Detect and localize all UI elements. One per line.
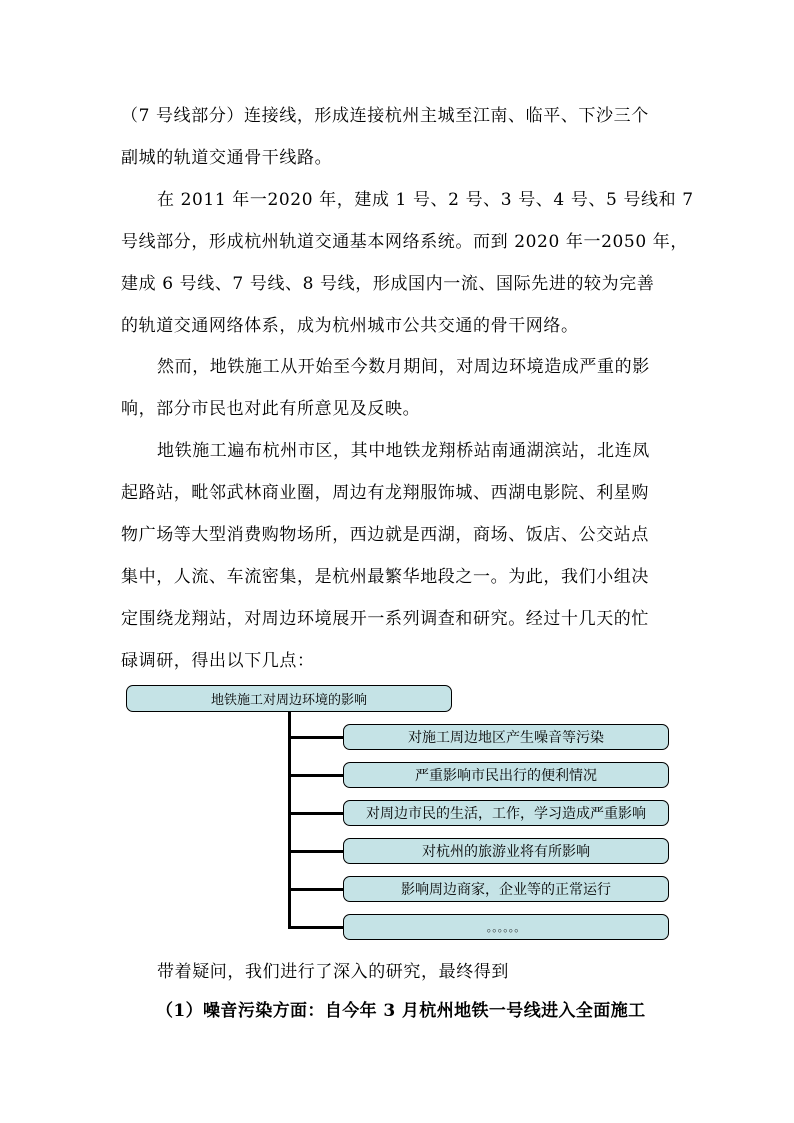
text-line: （7 号线部分）连接线，形成连接杭州主城至江南、临平、下沙三个 (121, 106, 649, 126)
text-line: （1）噪音污染方面：自今年 3 月杭州地铁一号线进入全面施工 (156, 1001, 646, 1021)
text-line: 集中，人流、车流密集，是杭州最繁华地段之一。为此，我们小组决 (121, 567, 649, 587)
text-line: 物广场等大型消费购物场所，西边就是西湖，商场、饭店、公交站点 (121, 525, 649, 545)
diagram-item-box: 对施工周边地区产生噪音等污染 (343, 724, 669, 750)
diagram-item-box: 严重影响市民出行的便利情况 (343, 762, 669, 788)
text-line: 起路站，毗邻武林商业圈，周边有龙翔服饰城、西湖电影院、利星购 (121, 483, 649, 503)
diagram-item-box: 对周边市民的生活，工作，学习造成严重影响 (343, 800, 669, 826)
text-line: 地铁施工遍布杭州市区，其中地铁龙翔桥站南通湖滨站，北连凤 (157, 441, 650, 461)
diagram-branch-line (288, 812, 344, 815)
text-line: 定围绕龙翔站，对周边环境展开一系列调查和研究。经过十几天的忙 (121, 609, 649, 629)
diagram-branch-line (288, 888, 344, 891)
text-line: 碌调研，得出以下几点： (121, 651, 315, 671)
diagram-branch-line (288, 736, 344, 739)
text-line: 的轨道交通网络体系，成为杭州城市公共交通的骨干网络。 (121, 316, 579, 336)
diagram-branch-line (288, 850, 344, 853)
text-line: 然而，地铁施工从开始至今数月期间，对周边环境造成严重的影 (157, 357, 650, 377)
text-line: 副城的轨道交通骨干线路。 (121, 148, 333, 168)
diagram-branch-line (288, 774, 344, 777)
text-line: 号线部分，形成杭州轨道交通基本网络系统。而到 2020 年一2050 年， (121, 232, 688, 252)
diagram-item-box: 对杭州的旅游业将有所影响 (343, 838, 669, 864)
diagram-trunk-line (288, 712, 291, 928)
diagram-item-box: 影响周边商家，企业等的正常运行 (343, 876, 669, 902)
diagram-branch-line (288, 926, 344, 929)
text-line: 响，部分市民也对此有所意见及反映。 (121, 399, 421, 419)
diagram-item-box: 。。。。。。 (343, 914, 669, 940)
text-line: 带着疑问，我们进行了深入的研究，最终得到 (157, 962, 509, 982)
diagram-root-box: 地铁施工对周边环境的影响 (126, 685, 452, 712)
text-line: 在 2011 年一2020 年，建成 1 号、2 号、3 号、4 号、5 号线和 7 (157, 190, 694, 210)
text-line: 建成 6 号线、7 号线、8 号线，形成国内一流、国际先进的较为完善 (121, 274, 655, 294)
